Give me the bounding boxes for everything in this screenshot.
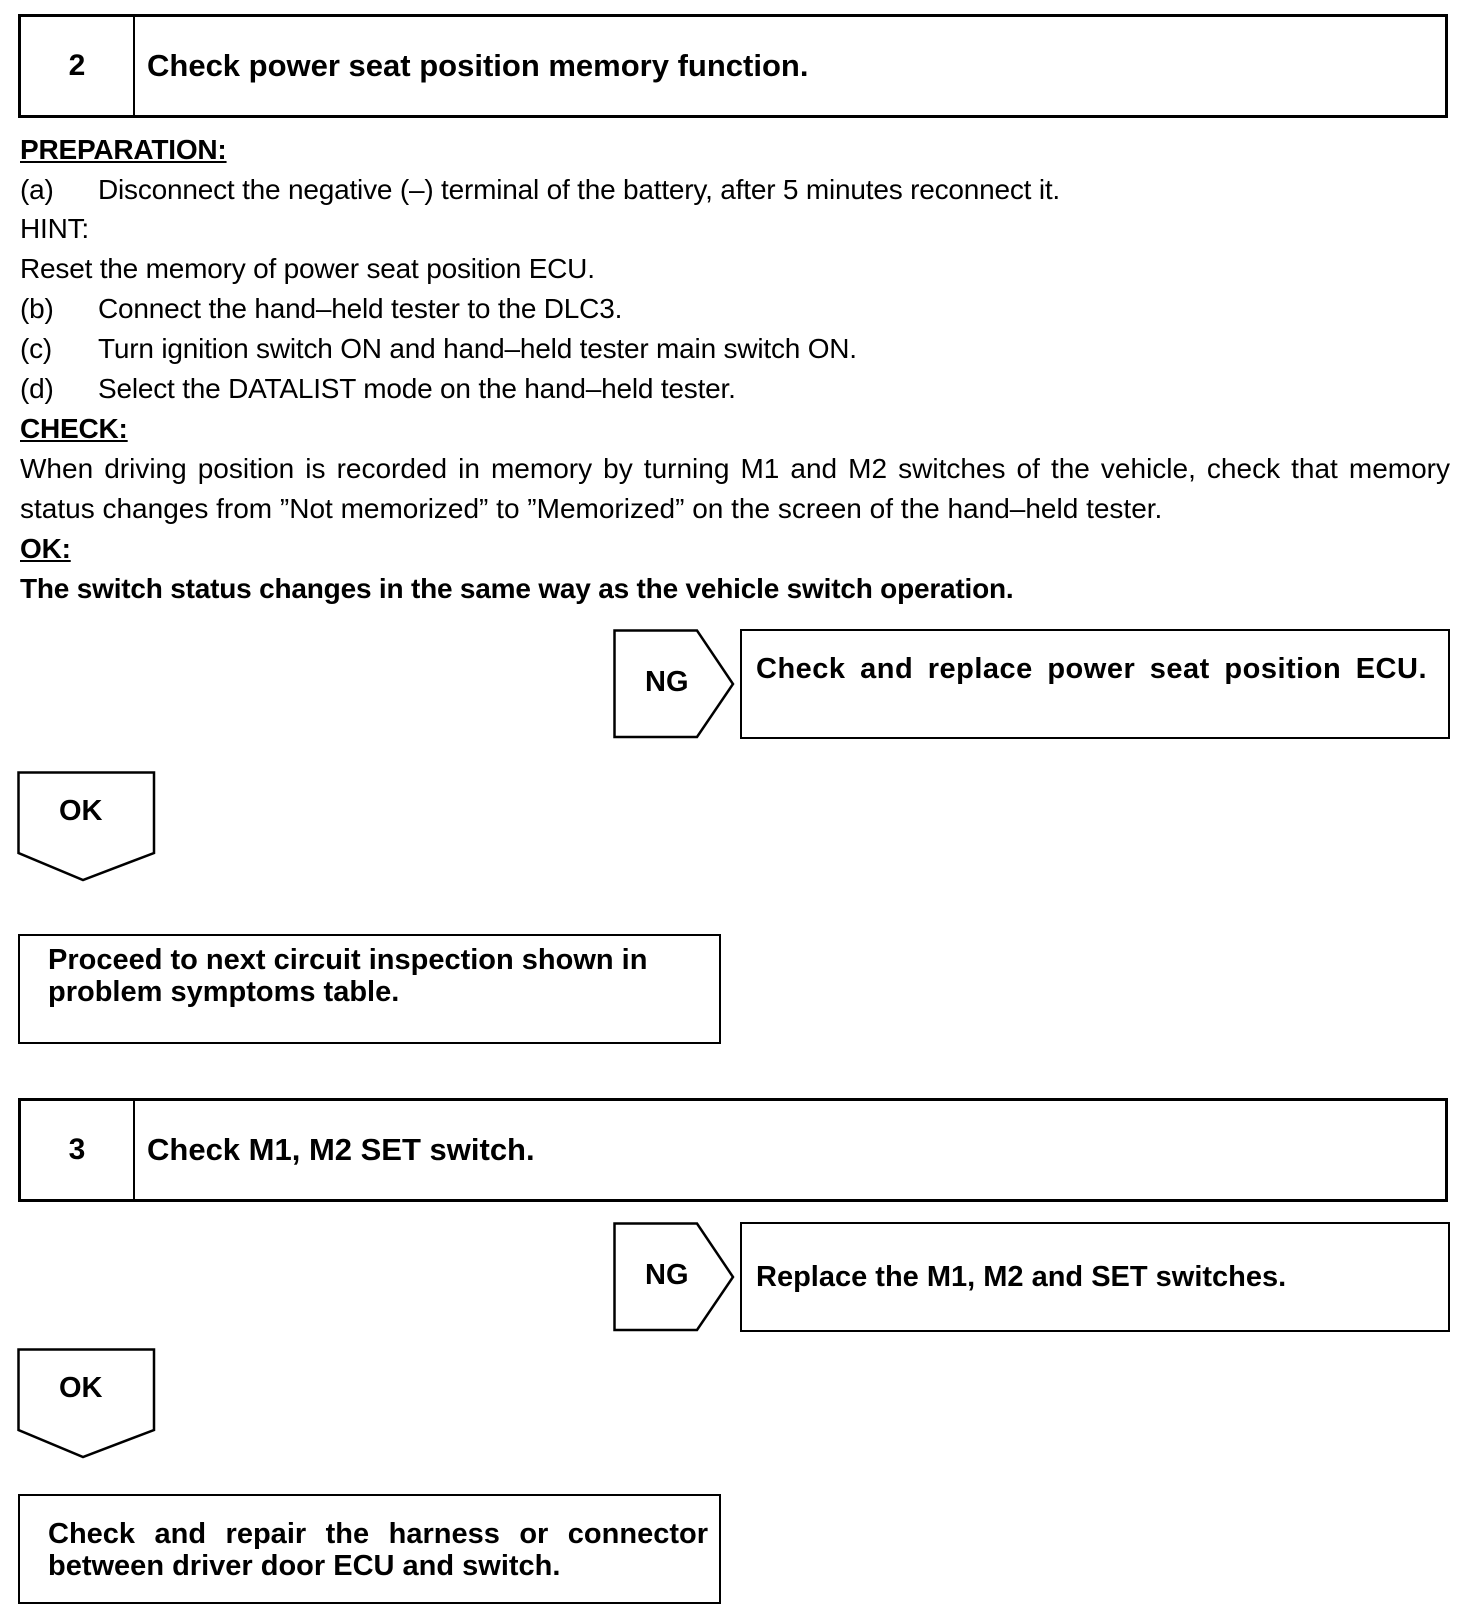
step-label: (b) [20, 293, 54, 324]
step-text: Connect the hand–held tester to the DLC3. [98, 293, 623, 324]
prep-step-b [20, 289, 622, 329]
step-label: (d) [20, 373, 54, 404]
ok-label: OK [59, 795, 103, 827]
ng-arrow-step3 [613, 1222, 737, 1332]
ok-action-box-step3 [18, 1494, 721, 1604]
step-text: Select the DATALIST mode on the hand–held tester. [98, 373, 736, 404]
ng-action-text: Replace the M1, M2 and SET switches. [756, 1261, 1287, 1293]
ng-action-box-step3 [740, 1222, 1450, 1332]
check-text: When driving position is recorded in memory by turning M1 and M2 switches of the vehicle, check that memory status changes from ”Not memorized” to ”Memorized” on the screen of the hand–held tester. [20, 453, 1450, 524]
ng-label: NG [645, 1259, 689, 1291]
ng-arrow-step2 [613, 629, 737, 739]
ng-label: NG [645, 666, 689, 698]
step-3-header [18, 1098, 1448, 1202]
preparation-heading: PREPARATION: [20, 134, 227, 165]
step-label: (c) [20, 333, 53, 364]
ok-heading: OK: [20, 533, 71, 564]
step-number: 2 [21, 17, 135, 115]
hint-label: HINT: [20, 213, 90, 244]
ok-action-box-step2 [18, 934, 721, 1044]
step-label: (a) [20, 174, 54, 205]
ok-spec-text: The switch status changes in the same way as the vehicle switch operation. [20, 573, 1014, 604]
prep-step-a [20, 170, 1060, 210]
prep-step-c [20, 329, 857, 369]
prep-step-d [20, 369, 736, 409]
ng-action-text: Check and replace power seat position ECU. [756, 653, 1427, 685]
ok-action-text: Check and repair the harness or connector between driver door ECU and switch. [48, 1518, 708, 1582]
ok-label: OK [59, 1372, 103, 1404]
step-2-header [18, 14, 1448, 118]
hint-text: Reset the memory of power seat position ECU. [20, 253, 595, 284]
step-title: Check power seat position memory function. [147, 48, 809, 83]
ok-arrow-step2 [17, 771, 157, 883]
step-number: 3 [21, 1101, 135, 1199]
ok-action-text: Proceed to next circuit inspection shown in problem symptoms table. [48, 944, 648, 1008]
ok-arrow-step3 [17, 1348, 157, 1460]
ng-action-box-step2 [740, 629, 1450, 739]
check-heading: CHECK: [20, 413, 128, 444]
step-text: Turn ignition switch ON and hand–held tester main switch ON. [98, 333, 857, 364]
step-title: Check M1, M2 SET switch. [147, 1132, 535, 1167]
step-text: Disconnect the negative (–) terminal of the battery, after 5 minutes reconnect it. [98, 174, 1061, 205]
